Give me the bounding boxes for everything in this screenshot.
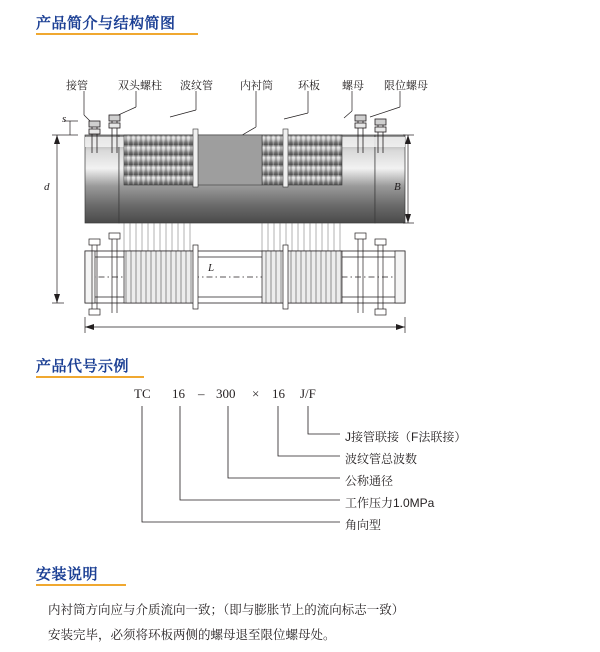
section-title-intro: 产品简介与结构简图: [36, 15, 176, 32]
callout-label-1: 接管: [66, 80, 88, 92]
callout-label-2: 双头螺柱: [118, 80, 162, 92]
section-rule-intro: [36, 33, 198, 35]
install-note-2: 安装完毕，必须将环板两侧的螺母退至限位螺母处。: [48, 628, 336, 642]
code-token-type: TC: [134, 386, 151, 401]
callout-label-5: 环板: [298, 80, 320, 92]
code-desc-joint: J接管联接（F法联接）: [345, 430, 467, 444]
callout-label-4: 内衬筒: [240, 80, 273, 92]
install-note-1: 内衬筒方向应与介质流向一致；（即与膨胀节上的流向标志一致）: [48, 603, 405, 617]
code-desc-pressure: 工作压力1.0MPa: [345, 496, 435, 510]
code-token-joint: J/F: [300, 386, 316, 401]
section-rule-install: [36, 584, 126, 586]
code-token-dash: –: [198, 386, 205, 401]
product-code-example: [0, 380, 600, 550]
callout-label-7: 限位螺母: [384, 80, 428, 92]
code-desc-diameter: 公称通径: [345, 474, 394, 488]
code-token-times: ×: [252, 386, 260, 401]
section-rule-code: [36, 376, 144, 378]
dimension-label-B: B: [394, 181, 401, 193]
code-desc-waves: 波纹管总波数: [345, 452, 418, 466]
section-title-code: 产品代号示例: [36, 358, 130, 375]
structure-diagram: [0, 55, 600, 345]
code-desc-type: 角向型: [345, 518, 382, 532]
dimension-label-d: d: [44, 181, 50, 193]
diagram-drawing: [0, 55, 600, 345]
code-token-pressure: 16: [172, 386, 185, 401]
callout-label-3: 波纹管: [180, 80, 213, 92]
code-token-waves: 16: [272, 386, 285, 401]
dimension-label-s: s: [62, 113, 67, 125]
section-title-install: 安装说明: [36, 566, 99, 583]
code-leader-lines: [0, 380, 600, 550]
install-notes: [48, 600, 568, 650]
callout-label-6: 螺母: [342, 80, 364, 92]
dimension-label-L: L: [208, 262, 215, 274]
code-token-diameter: 300: [216, 386, 236, 401]
